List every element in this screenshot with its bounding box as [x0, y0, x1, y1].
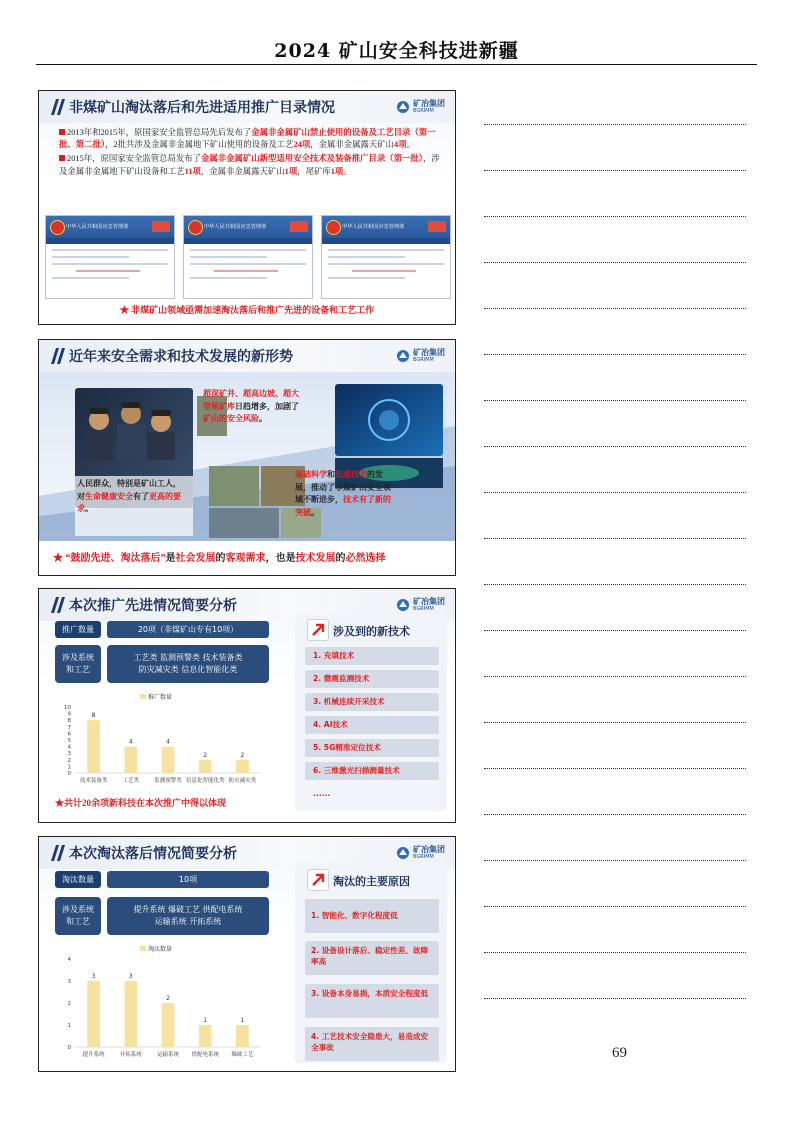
text: 基础科学 [295, 470, 327, 479]
text: 涉及系统 [62, 905, 94, 914]
text: 日趋增多，加剧了 [235, 401, 299, 411]
text: 先进技术 [335, 470, 367, 479]
logo-icon [396, 598, 410, 612]
bar [162, 747, 175, 773]
tag-image [290, 221, 308, 232]
legend-label: 推广数量 [148, 694, 173, 701]
promotion-bar-chart [55, 689, 269, 789]
count-value: 20项（非煤矿山专有10项） [107, 621, 269, 638]
text: 人民群众，特别是矿山工人，对 [77, 479, 181, 501]
text: 涉及系统 [62, 653, 94, 662]
line [328, 256, 405, 258]
miner-body [85, 430, 113, 460]
company-logo [396, 597, 445, 612]
logo-sub: BGRIMM [413, 606, 434, 612]
text: 金属非金属矿山新型适用安全技术及装备推广目录（第一批） [201, 154, 423, 164]
y-tick-label: 6 [67, 731, 71, 738]
text: 更高的要求 [77, 491, 181, 513]
note-line [484, 998, 746, 999]
text: 。 [259, 414, 267, 423]
note-line [484, 630, 746, 631]
text: 超深矿井、超高边坡、超大型尾矿库 [203, 389, 299, 411]
line [190, 277, 267, 279]
x-tick-label: 防灾减灾类 [228, 778, 257, 784]
text: ，也是 [265, 553, 296, 564]
line [76, 270, 140, 272]
slide2-mid-text [203, 388, 299, 426]
tech-photo-glow [379, 410, 399, 430]
text: 生命健康安全 [85, 491, 133, 501]
y-tick-label: 3 [67, 979, 71, 985]
slide3-note [55, 796, 226, 809]
line [328, 277, 405, 279]
text: 的发展，推动了非煤矿山安全领域不断进步， [295, 470, 391, 504]
slide-1 [38, 90, 456, 325]
logo-sub: BGRIMM [413, 357, 434, 363]
arrow-badge-icon [307, 619, 329, 641]
miner-helmet [89, 408, 109, 414]
new-tech-title: 涉及到的新技术 [333, 625, 410, 638]
title-slash-icon [47, 346, 67, 366]
count-value: 10项 [107, 871, 269, 888]
bullet-icon [59, 129, 65, 135]
x-tick-label: 运输系统 [156, 1052, 180, 1058]
note-line [484, 538, 746, 539]
y-tick-label: 10 [64, 705, 71, 711]
note-line [484, 262, 746, 263]
text: 1项 [330, 166, 344, 176]
logo-text: 矿冶集团 [413, 99, 445, 108]
note-line [484, 216, 746, 217]
mine-photo [209, 508, 279, 538]
title-slash-icon [47, 843, 67, 863]
line [52, 277, 129, 279]
slide-header [39, 340, 455, 372]
website-screenshot [183, 215, 313, 299]
text: 技术有了新的突破 [295, 495, 391, 517]
x-tick-label: 供配电系统 [191, 1052, 219, 1058]
slide-title: 非煤矿山淘汰落后和先进适用推广目录情况 [69, 100, 335, 116]
logo-text: 矿冶集团 [413, 348, 445, 357]
line [328, 263, 444, 265]
data-label: 2 [240, 751, 245, 759]
bar [124, 747, 137, 773]
y-tick-label: 1 [67, 764, 71, 771]
arrow-up-right-icon [308, 870, 328, 890]
text: 和 [327, 470, 335, 479]
text: 必然选择 [345, 553, 386, 564]
y-tick-label: 4 [67, 744, 71, 751]
emblem-icon [50, 220, 65, 235]
y-tick-label: 3 [67, 751, 71, 758]
data-label: 4 [128, 738, 133, 746]
slide-title: 本次淘汰落后情况简要分析 [69, 846, 237, 862]
text: ，涉及金属非金属地下矿山设备和工艺 [59, 154, 440, 176]
y-tick-label: 0 [67, 1045, 71, 1051]
line [214, 270, 278, 272]
site-bar [322, 216, 450, 238]
star-icon: ★ [55, 798, 65, 808]
star-icon: ★ [119, 305, 132, 315]
text: 。 [343, 166, 352, 176]
tech-item: 4. AI技术 [305, 716, 439, 734]
system-list [107, 897, 269, 935]
reason-title: 淘汰的主要原因 [333, 875, 410, 888]
y-tick-label: 1 [67, 1023, 71, 1029]
note-line [484, 952, 746, 953]
note-line [484, 170, 746, 171]
site-name: 中华人民共和国应急管理部 [66, 224, 129, 230]
site-name: 中华人民共和国应急管理部 [204, 224, 267, 230]
data-label: 1 [240, 1017, 245, 1024]
bullet-icon [59, 155, 65, 161]
note-line [484, 308, 746, 309]
y-tick-label: 9 [67, 711, 71, 718]
emblem-icon [326, 220, 341, 235]
mine-photo [209, 466, 259, 506]
y-tick-label: 8 [67, 718, 71, 725]
note-line [484, 584, 746, 585]
tech-item: 5. 5G精准定位技术 [305, 739, 439, 757]
data-label: 2 [203, 751, 208, 759]
text: 。 [85, 504, 93, 513]
slide-2 [38, 339, 456, 576]
system-label [55, 897, 101, 935]
logo-text: 矿冶集团 [413, 597, 445, 606]
note-line [484, 354, 746, 355]
bar [162, 1003, 175, 1047]
bar [236, 1025, 249, 1047]
text: ，金属非金属露天矿山 [310, 140, 394, 150]
text: 社会发展 [175, 553, 216, 564]
y-tick-label: 2 [67, 757, 71, 764]
line [52, 263, 168, 265]
miner-body [117, 424, 145, 460]
slide1-para-2 [59, 153, 443, 177]
website-screenshot [321, 215, 451, 299]
system-list [107, 645, 269, 683]
miner-helmet [121, 402, 141, 408]
line [190, 256, 267, 258]
slide-title: 近年来安全需求和技术发展的新形势 [69, 349, 293, 365]
reason-item: 4. 工艺技术安全隐患大，易造成安全事故 [305, 1027, 439, 1061]
note-line [484, 400, 746, 401]
header-rule [36, 64, 757, 65]
text: 是 [165, 553, 176, 564]
note-line [484, 446, 746, 447]
slide2-footer [53, 549, 386, 564]
line [190, 263, 306, 265]
x-tick-label: 开拓系统 [119, 1052, 142, 1058]
data-label: 8 [91, 712, 96, 720]
logo-icon [396, 100, 410, 114]
new-tech-panel [295, 615, 447, 811]
site-bar [184, 216, 312, 238]
note-line [484, 492, 746, 493]
page-number: 69 [612, 1045, 627, 1061]
x-tick-label: 工艺类 [122, 778, 140, 784]
count-label: 推广数量 [55, 621, 101, 638]
bar [87, 720, 100, 773]
text: 和工艺 [66, 665, 90, 674]
website-screenshot [45, 215, 175, 299]
slide2-left-text [77, 478, 187, 516]
y-tick-label: 7 [67, 724, 71, 731]
data-label: 3 [91, 973, 96, 980]
logo-icon [396, 846, 410, 860]
reason-item: 3. 设备本身易损，本质安全程度低 [305, 984, 439, 1018]
line [328, 249, 444, 251]
x-tick-label: 爆破工艺 [231, 1052, 254, 1058]
text: 客观需求 [225, 553, 266, 564]
site-name: 中华人民共和国应急管理部 [342, 224, 405, 230]
data-label: 3 [128, 973, 133, 980]
title-slash-icon [47, 595, 67, 615]
y-tick-label: 2 [67, 1001, 71, 1007]
tech-item: ...... [313, 789, 331, 798]
data-label: 1 [203, 1017, 208, 1024]
slide-3 [38, 588, 456, 823]
text: 非煤矿山领域亟需加速淘汰落后和推广先进的设备和工艺工作 [131, 305, 375, 315]
bar [236, 760, 249, 773]
text: 工艺类 监测预警类 技术装备类 [133, 653, 243, 662]
miner-helmet [151, 410, 171, 416]
company-logo [396, 99, 445, 114]
slide1-body [59, 127, 443, 180]
company-logo [396, 348, 445, 363]
text: 矿山的安全风险 [203, 414, 259, 423]
elimination-bar-chart [55, 941, 269, 1063]
x-tick-label: 信息化智能化类 [185, 778, 225, 784]
text: 1项 [284, 166, 298, 176]
note-line [484, 124, 746, 125]
note-line [484, 676, 746, 677]
emblem-icon [188, 220, 203, 235]
text: 4项 [394, 140, 407, 150]
text: 有了 [133, 491, 149, 501]
text: 2015年，原国家安全监管总局发布了 [67, 154, 201, 164]
site-nav [184, 238, 312, 244]
reason-item: 2. 设备设计落后、稳定性差、故障率高 [305, 941, 439, 975]
elimination-chart [55, 941, 269, 1063]
slide-4 [38, 836, 456, 1072]
bar [87, 981, 100, 1047]
star-icon: ★ [53, 553, 66, 564]
text: 。 [311, 507, 319, 517]
text: 金属非金属矿山禁止使用的设备及工艺目录（第一批、第二批） [59, 128, 436, 150]
logo-icon [396, 349, 410, 363]
text: 共计20余项新科技在本次推广中得以体现 [64, 798, 227, 808]
y-tick-label: 4 [67, 957, 71, 963]
logo-sub: BGRIMM [413, 854, 434, 860]
text: ，金属非金属露天矿山 [200, 166, 285, 176]
system-label [55, 645, 101, 683]
text: 的 [215, 553, 226, 564]
text: 运输系统 开拓系统 [154, 917, 222, 926]
x-tick-label: 提升系统 [82, 1052, 105, 1058]
promotion-chart [55, 689, 269, 789]
tag-image [428, 221, 446, 232]
page-header-title: 2024 矿山安全科技进新疆 [274, 40, 519, 62]
arrow-badge-icon [307, 869, 329, 891]
site-nav [322, 238, 450, 244]
text: 防灾减灾类 信息化智能化类 [138, 665, 238, 674]
slide2-right-text [295, 469, 391, 519]
text: 技术发展 [295, 553, 336, 564]
tech-item: 1. 充填技术 [305, 647, 439, 665]
text: 和工艺 [66, 917, 90, 926]
data-label: 4 [166, 738, 170, 746]
line [190, 249, 306, 251]
tag-image [152, 221, 170, 232]
x-tick-label: 监测预警类 [154, 778, 182, 784]
legend-label: 淘汰数量 [148, 946, 173, 953]
slide-header [39, 91, 455, 123]
tech-item: 2. 微震监测技术 [305, 670, 439, 688]
legend-swatch [140, 946, 146, 951]
note-line [484, 814, 746, 815]
text: 24项 [293, 140, 311, 150]
count-label: 淘汰数量 [55, 871, 101, 888]
logo-sub: BGRIMM [413, 108, 434, 114]
line [52, 249, 168, 251]
reason-item: 1. 智能化、数字化程度低 [305, 899, 439, 933]
logo-text: 矿冶集团 [413, 845, 445, 854]
slide1-para-1 [59, 127, 443, 151]
miner-body [147, 432, 175, 460]
title-slash-icon [47, 97, 67, 117]
text: 提升系统 爆破工艺 供配电系统 [133, 905, 243, 914]
text: 的 [335, 553, 346, 564]
company-logo [396, 845, 445, 860]
text: 11项 [184, 166, 201, 176]
tech-item: 6. 三维激光扫描测量技术 [305, 762, 439, 780]
text: 2013年和2015年，原国家安全监管总局先后发布了 [67, 128, 252, 137]
arrow-up-right-icon [308, 620, 328, 640]
line [52, 256, 129, 258]
y-tick-label: 0 [67, 771, 71, 777]
legend-swatch [140, 694, 146, 699]
slide1-note [39, 303, 455, 316]
note-line [484, 860, 746, 861]
site-bar [46, 216, 174, 238]
line [352, 270, 416, 272]
note-line [484, 722, 746, 723]
x-tick-label: 技术装备类 [79, 778, 108, 784]
data-label: 2 [166, 995, 170, 1002]
tech-item: 3. 机械连续开采技术 [305, 693, 439, 711]
y-tick-label: 5 [67, 738, 71, 744]
bar [124, 981, 137, 1047]
text: 。 [406, 140, 415, 150]
note-line [484, 906, 746, 907]
note-line [484, 768, 746, 769]
text: ，尾矿库 [297, 166, 331, 176]
site-nav [46, 238, 174, 244]
text: “鼓励先进、淘汰落后” [65, 553, 166, 564]
text: ，2批共涉及金属非金属地下矿山使用的设备及工艺 [105, 140, 294, 150]
bar [199, 760, 212, 773]
bar [199, 1025, 212, 1047]
slide-title: 本次推广先进情况简要分析 [69, 598, 237, 614]
